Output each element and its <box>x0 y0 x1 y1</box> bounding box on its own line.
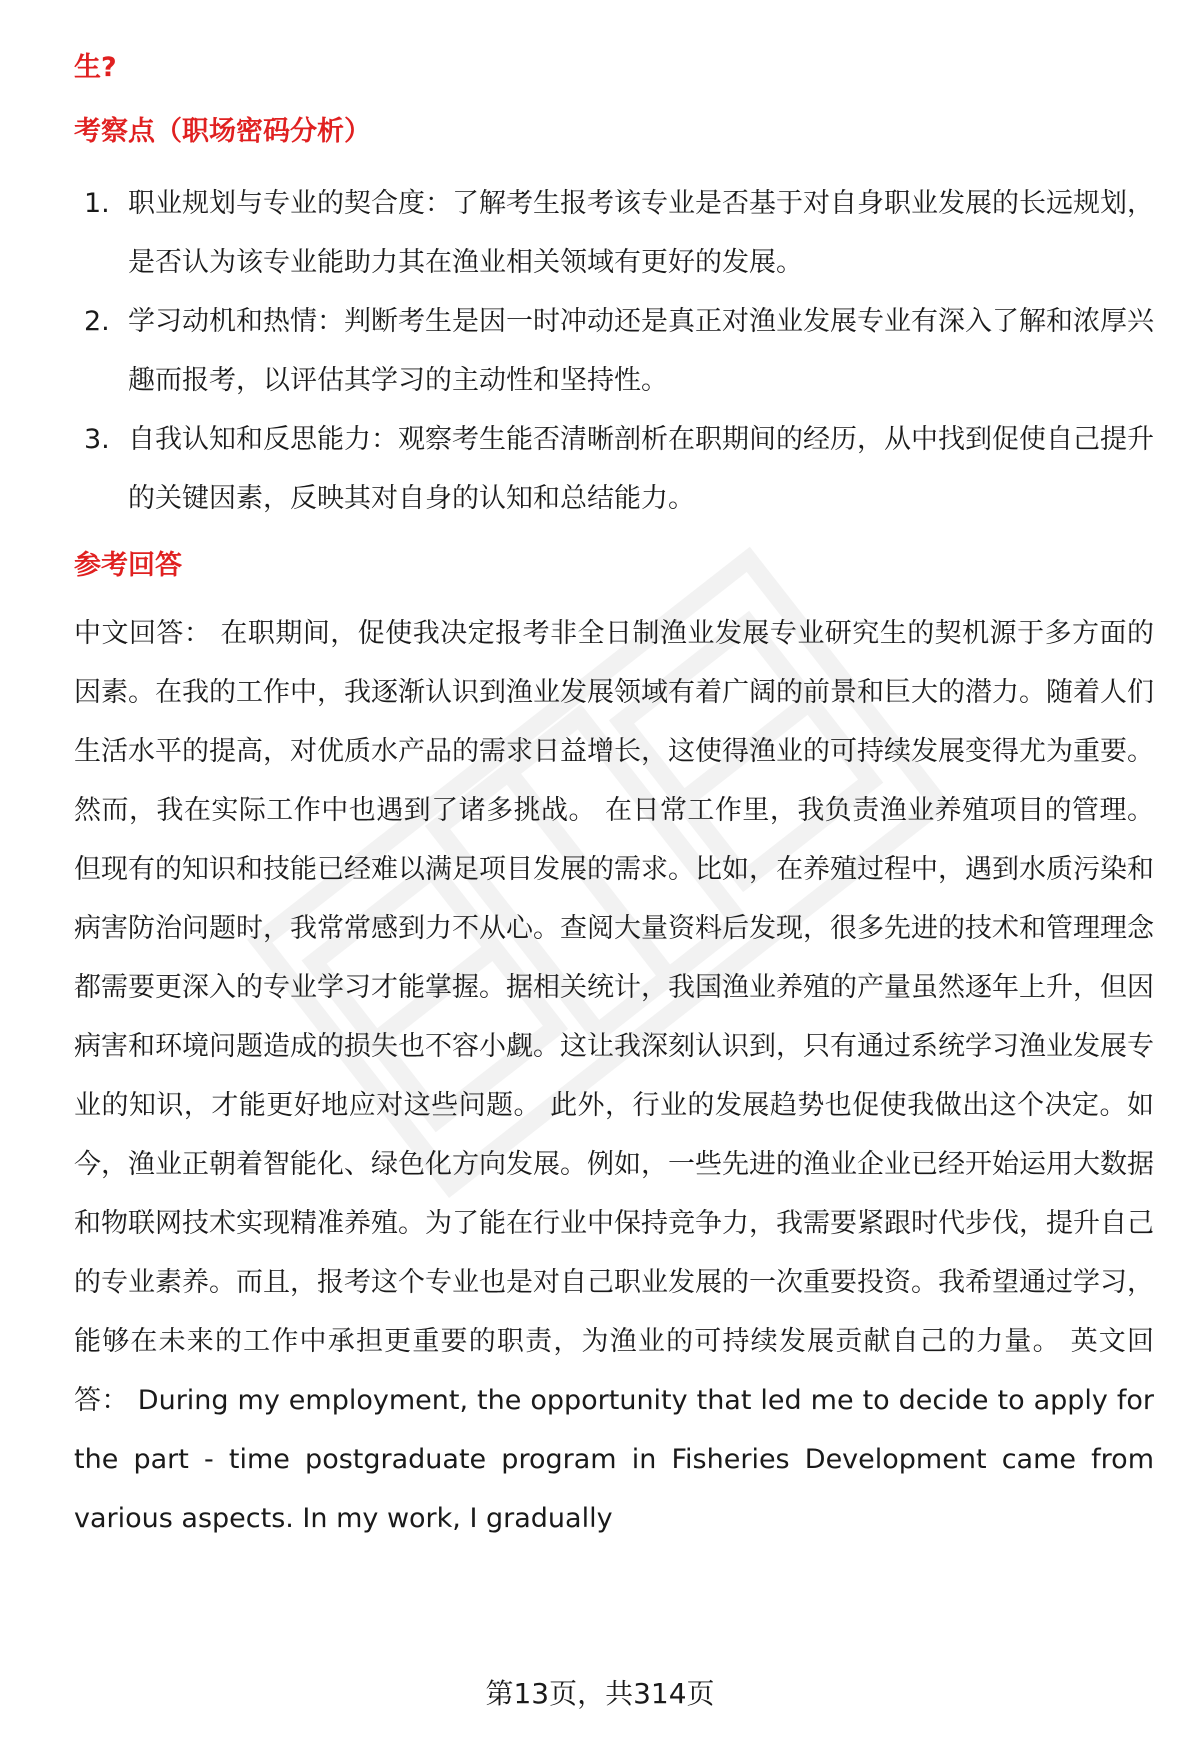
continued-question-fragment: 生? <box>74 52 117 83</box>
list-item-text: 自我认知和反思能力：观察考生能否清晰剖析在职期间的经历，从中找到促使自己提升的关键因素，反映其对自身的认知和总结能力。 <box>128 424 1154 514</box>
reference-answer-heading: 参考回答 <box>74 550 182 581</box>
assessment-points-heading: 考察点（职场密码分析） <box>74 116 371 147</box>
list-item-text: 学习动机和热情：判断考生是因一时冲动还是真正对渔业发展专业有深入了解和浓厚兴趣而报考，以评估其学习的主动性和坚持性。 <box>128 306 1154 396</box>
list-item-number: 2. <box>84 306 110 337</box>
reference-answer-text: 中文回答： 在职期间，促使我决定报考非全日制渔业发展专业研究生的契机源于多方面的因素。在我的工作中，我逐渐认识到渔业发展领域有着广阔的前景和巨大的潜力。随着人们生活水平的提高，对优质水产品的需求日益增长，这使得渔业的可持续发展变得尤为重要。然而，我在实际工作中也遇到了诸多挑战。 在日常工作里，我负责渔业养殖项目的管理。但现有的知识和技能已经难以满足项目发展的需求。比如，在养殖过程中，遇到水质污染和病害防治问题时，我常常感到力不从心。查阅大量资料后发现，很多先进的技术和管理理念都需要更深入的专业学习才能掌握。据相关统计，我国渔业养殖的产量虽然逐年上升，但因病害和环境问题造成的损失也不容小觑。这让我深刻认识到，只有通过系统学习渔业发展专业的知识，才能更好地应对这些问题。 此外，行业的发展趋势也促使我做出这个决定。如今，渔业正朝着智能化、绿色化方向发展。例如，一些先进的渔业企业已经开始运用大数据和物联网技术实现精准养殖。为了能在行业中保持竞争力，我需要紧跟时代步伐，提升自己的专业素养。而且，报考这个专业也是对自己职业发展的一次重要投资。我希望通过学习，能够在未来的工作中承担更重要的职责，为渔业的可持续发展贡献自己的力量。 英文回答： During my employment, the opportunity that led me to decide to apply for the part - time postgraduate program in Fisheries Development came from various aspects. In my work, I gradually <box>74 618 1154 1534</box>
page-number-footer: 第13页，共314页 <box>485 1677 715 1710</box>
list-item <box>74 174 1154 292</box>
list-item <box>74 410 1154 528</box>
list-item <box>74 292 1154 410</box>
assessment-points-list <box>74 174 1154 528</box>
document-content <box>74 48 1154 1548</box>
list-item-number: 1. <box>84 188 110 219</box>
list-item-number: 3. <box>84 424 110 455</box>
list-item-text: 职业规划与专业的契合度：了解考生报考该专业是否基于对自身职业发展的长远规划，是否认为该专业能助力其在渔业相关领域有更好的发展。 <box>128 188 1154 278</box>
